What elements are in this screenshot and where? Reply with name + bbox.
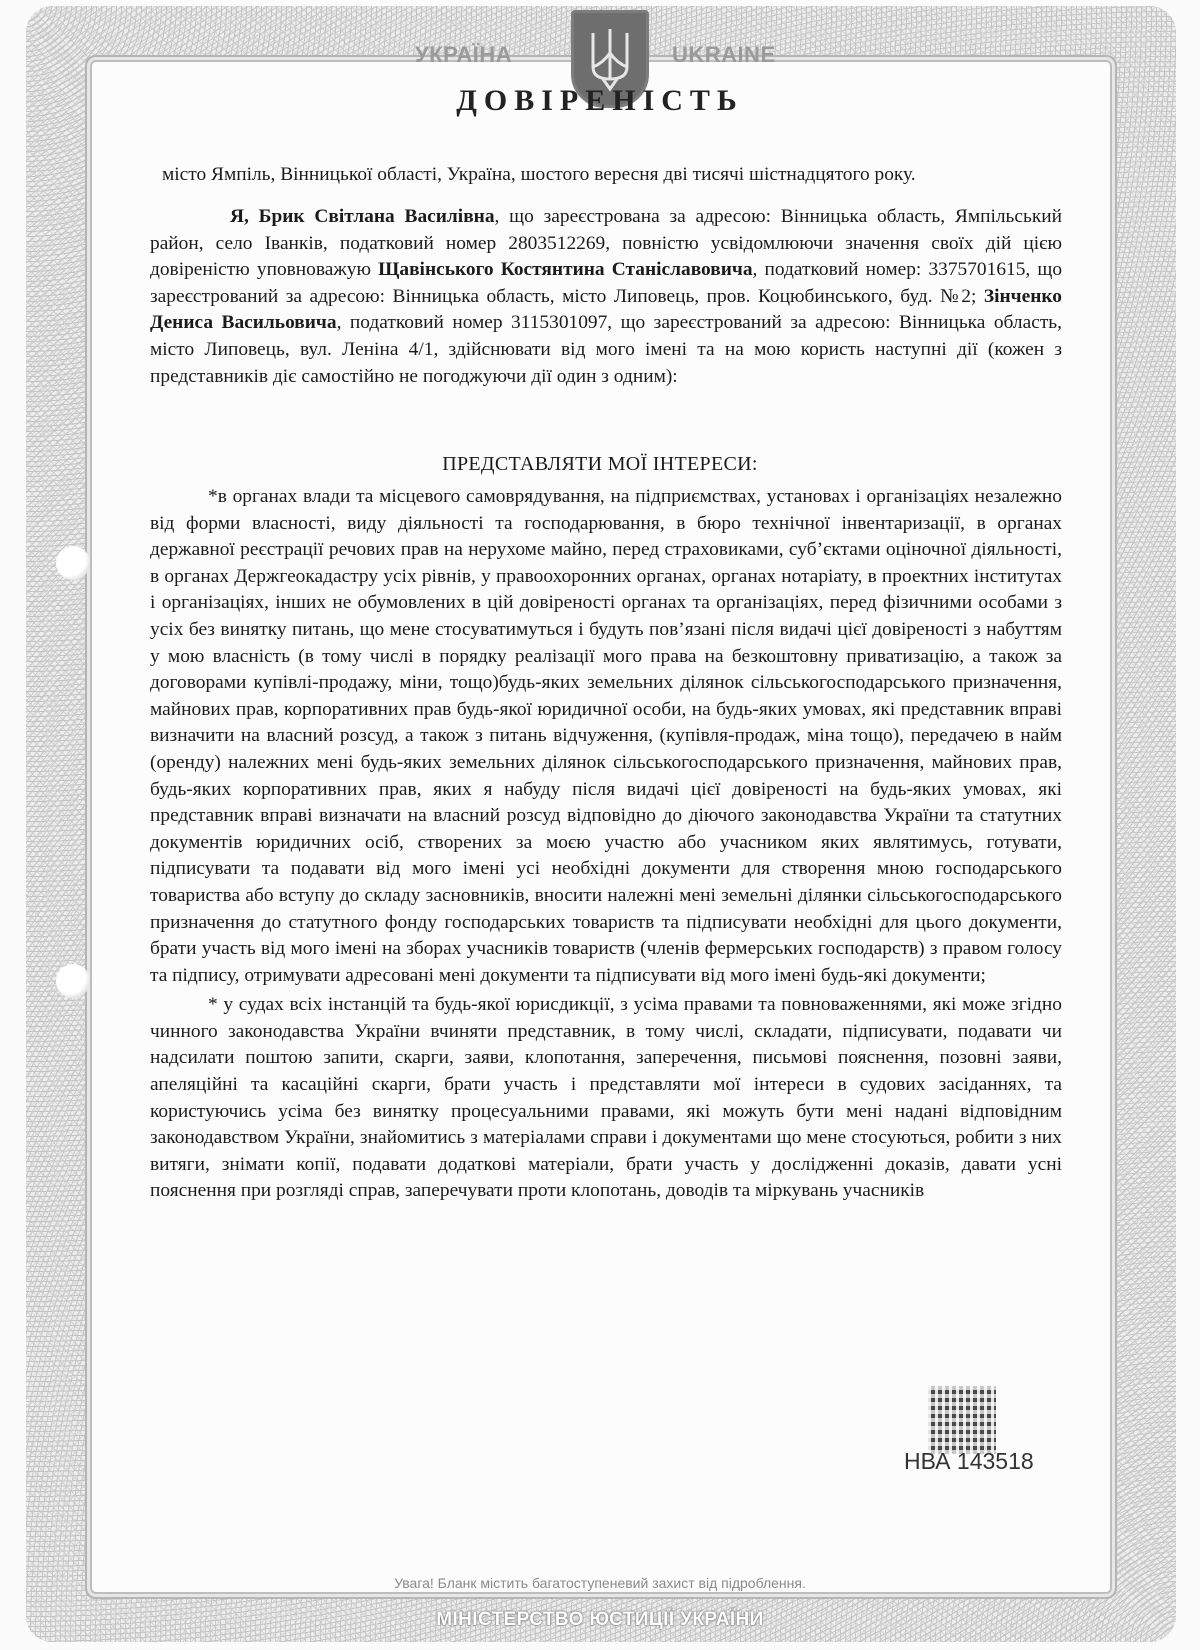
power-paragraph: * у судах всіх інстанцій та будь-якої юрисдикції, з усіма правами та повноваженнями, які може згідно чинного законодавства України вчиняти представник, в тому числі, складати, підписувати, подавати чи надсилати поштою запити, скарги, заяви, клопотання, заперечення, письмові пояснення, позовні заяви, апеляційні та касаційні скарги, брати участь і представляти мої інтереси в судових засіданнях, та користуючись усіма без винятку процесуальними правами, які можуть бути мені надані відповідним законодавством України, знайомитись з матеріалами справи і документами що мене стосуються, робити з них витяги, знімати копії, подавати додаткові матеріали, брати участь у дослідженні доказів, давати усні пояснення при розгляді справ, заперечувати проти клопотань, доводів та міркувань учасників [150, 994, 1062, 1202]
intro-text: , податковий номер 3115301097, що зареєстрований за адресою: Вінницька область, місто Липовець, вул. Леніна 4/1, здійснювати від мого імені та на мою користь наступні дії (кожен з представників діє самостійно не погоджуючи дії один з одним): [150, 312, 1062, 387]
power-paragraph: *в органах влади та місцевого самоврядування, на підприємствах, установах і організаціях незалежно від форми власності, виду діяльності та господарювання, в бюро технічної інвентаризації, в органах державної реєстрації речових прав на нерухоме майно, перед страховиками, суб’єктами оціночної діяльності, в органах Держгеокадастру усіх рівнів, у правоохоронних органах, органах нотаріату, в проектних інститутах і організаціях, інших не обумовлених в цій довіреності органах та організаціях, перед фізичними особами з усіх без винятку питань, що мене стосуватимуться і будуть пов’язані після видачі цієї довіреності з набуттям у мою власність (в тому числі в порядку реалізації мого права на безкоштовну приватизацію, а також за договорами купівлі-продажу, міни, тощо)будь-яких земельних ділянок сільськогосподарського призначення, майнових прав, корпоративних прав будь-якої юридичної особи, на будь-яких умовах, які представник вправі визначити на власний розсуд, а також з питань відчуження, (купівля-продаж, міна тощо), передачею в найм (оренду) належних мені будь-яких земельних ділянок сільськогосподарського призначення, майнових прав, будь-яких корпоративних прав, яких я набуду після видачі цієї довіреності на будь-яких умовах, які представник вправі визначати на власний розсуд відповідно до діючого законодавства України та статутних документів юридичних осіб, створених за моєю участю або учасником яких являтимусь, готувати, підписувати та подавати від мого імені усі необхідні документи для створення мною господарського товариства або вступу до складу засновників, вносити належні мені земельні ділянки сільськогосподарського призначення до статутного фонду господарських товариств та підписувати необхідні для цього документи, брати участь від мого імені на зборах учасників товариств (членів фермерських господарств) з правом голосу та підпису, отримувати адресовані мені документи та підписувати від мого імені будь-які документи; [150, 486, 1062, 986]
intro-paragraph [150, 204, 1062, 390]
country-label-ua: УКРАЇНА [415, 42, 513, 67]
ministry-label: МІНІСТЕРСТВО ЮСТИЦІЇ УКРАЇНИ [436, 1609, 764, 1630]
place-and-date: місто Ямпіль, Вінницької області, Україна, шостого вересня дві тисячі шістнадцятого року. [162, 164, 916, 185]
country-label-en: UKRAINE [672, 42, 776, 67]
agent-name: Зінченко Дениса Васильовича [150, 285, 1062, 334]
punch-hole [56, 964, 90, 998]
section-heading: ПРЕДСТАВЛЯТИ МОЇ ІНТЕРЕСИ: [442, 453, 758, 475]
qr-code-icon [928, 1386, 996, 1454]
punch-hole [56, 546, 90, 580]
security-warning: Увага! Бланк містить багатоступеневий захист від підроблення. [394, 1575, 806, 1591]
agent-name: Щавінського Костянтина Станіславовича [378, 259, 753, 281]
serial-number: НВА 143518 [904, 1448, 1034, 1474]
powers-list [150, 484, 1062, 1205]
document-title: ДОВІРЕНІСТЬ [456, 84, 744, 117]
intro-text: , податковий номер: 3375701615, що зареєстрований за адресою: Вінницька область, місто Липовець, пров. Коцюбинського, буд. №2; [150, 259, 1063, 307]
principal-name: Я, Брик Світлана Василівна [230, 206, 495, 227]
intro-text: , що зареєстрована за адресою: Вінницька область, Ямпільський район, село Іванків, податковий номер 2803512269, повністю усвідомлюючи значення своїх дій цією довіреністю уповноважую [150, 206, 1062, 281]
